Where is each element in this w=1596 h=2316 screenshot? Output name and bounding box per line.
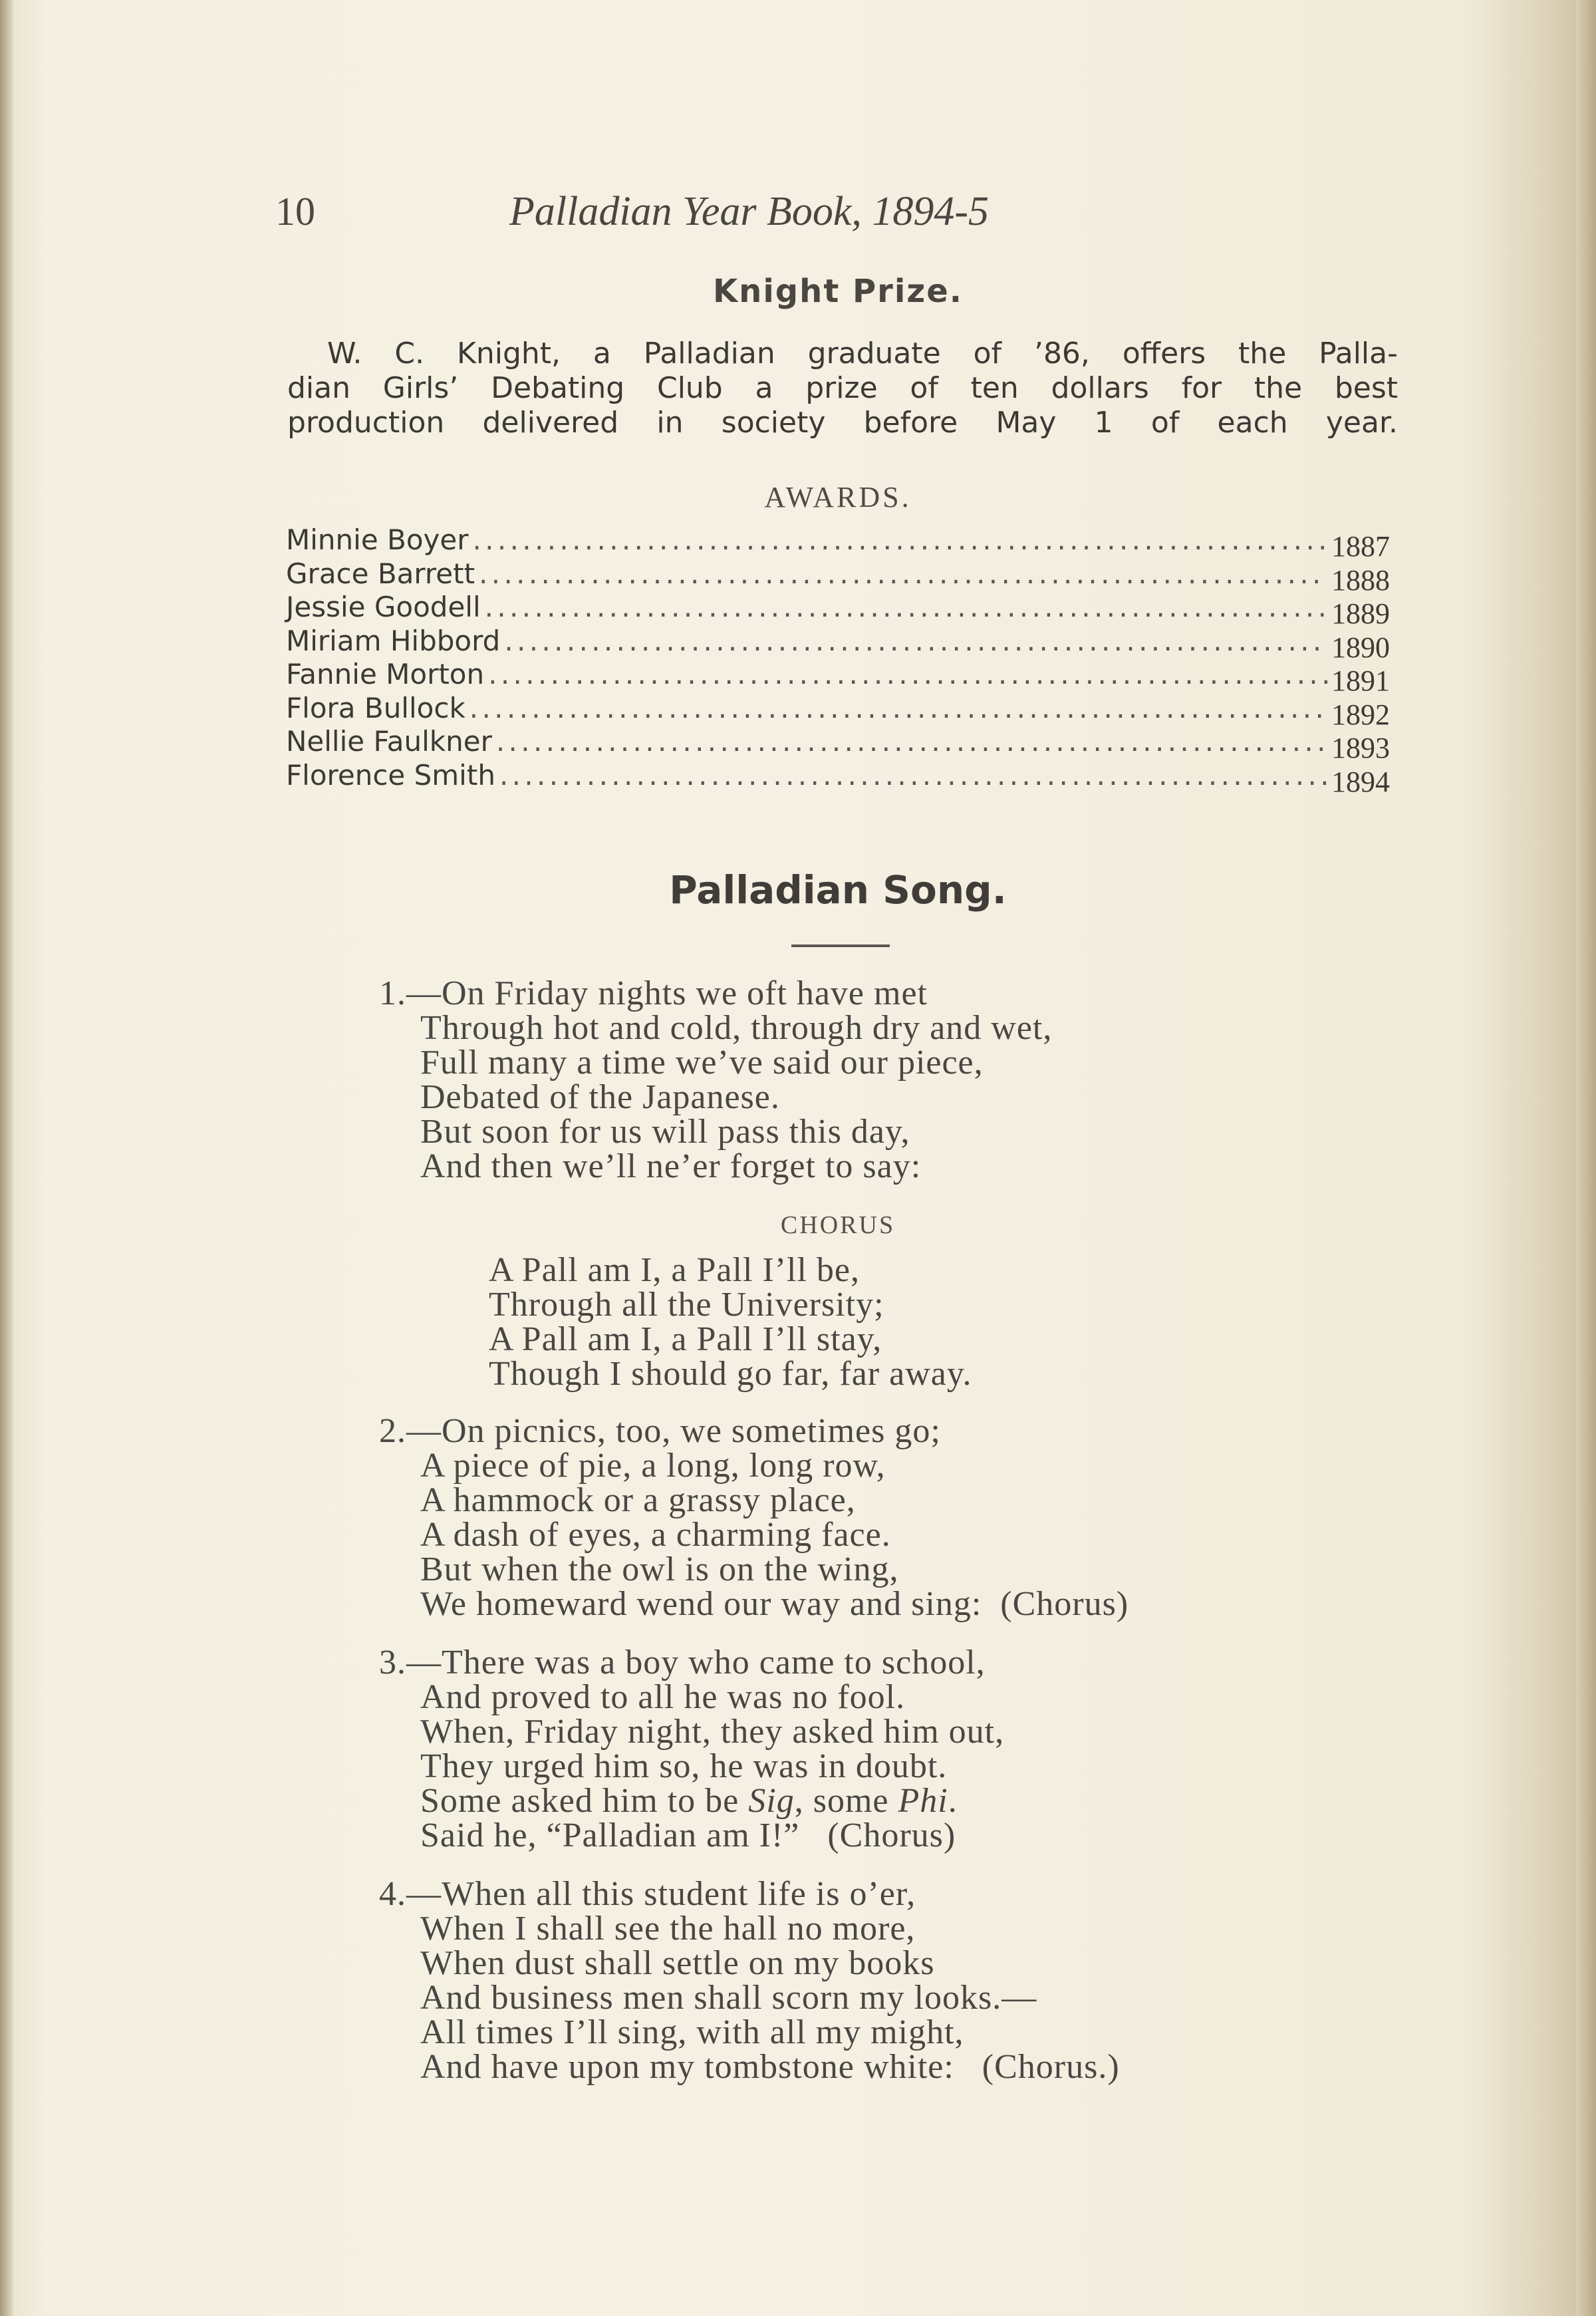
award-name: Fannie Morton bbox=[286, 658, 485, 690]
chorus-line: Through all the University; bbox=[489, 1286, 884, 1324]
award-row bbox=[286, 523, 1390, 563]
verse-4-line: All times I’ll sing, with all my might, bbox=[420, 2013, 964, 2051]
knight-prize-heading: Knight Prize. bbox=[712, 273, 964, 310]
dot-leader bbox=[504, 625, 1327, 658]
verse-4-line: 4.—When all this student life is o’er, bbox=[379, 1875, 916, 1913]
verse-1-line: Full many a time we’ve said our piece, bbox=[420, 1044, 984, 1082]
verse-4-line: And business men shall scorn my looks.— bbox=[420, 1979, 1037, 2017]
verse-3-line: When, Friday night, they asked him out, bbox=[420, 1713, 1005, 1751]
paragraph-line: W. C. Knight, a Palladian graduate of ’86, offers the Palla- bbox=[327, 337, 1398, 370]
award-name: Florence Smith bbox=[286, 758, 495, 792]
phi-italic: Phi bbox=[898, 1782, 948, 1820]
award-row bbox=[286, 725, 1390, 764]
award-year: 1888 bbox=[1331, 563, 1390, 597]
award-name: Nellie Faulkner bbox=[286, 725, 492, 758]
dot-leader bbox=[479, 557, 1327, 591]
sig-italic: Sig bbox=[748, 1782, 795, 1820]
verse-3-text: , some bbox=[794, 1782, 898, 1820]
award-row bbox=[286, 691, 1390, 731]
verse-2-line: A piece of pie, a long, long row, bbox=[420, 1447, 886, 1485]
dot-leader bbox=[485, 591, 1327, 624]
chorus-reference: (Chorus.) bbox=[982, 2048, 1120, 2086]
song-title: Palladian Song. bbox=[669, 867, 1007, 913]
verse-1-line: But soon for us will pass this day, bbox=[420, 1113, 910, 1151]
verse-2-text: We homeward wend our way and sing: bbox=[420, 1585, 982, 1623]
page-gutter-edge bbox=[0, 0, 13, 2316]
award-name: Jessie Goodell bbox=[286, 591, 481, 623]
dot-leader bbox=[488, 658, 1327, 691]
dot-leader bbox=[469, 692, 1327, 725]
award-year: 1892 bbox=[1331, 698, 1390, 731]
awards-heading: AWARDS. bbox=[764, 481, 912, 513]
award-year: 1887 bbox=[1331, 530, 1390, 563]
verse-3-line bbox=[420, 1784, 958, 1818]
chorus-line: A Pall am I, a Pall I’ll stay, bbox=[489, 1320, 882, 1358]
chorus-line: A Pall am I, a Pall I’ll be, bbox=[489, 1251, 861, 1289]
award-row bbox=[286, 624, 1390, 664]
knight-prize-paragraph bbox=[287, 337, 1398, 440]
dot-leader bbox=[496, 725, 1327, 758]
running-title: Palladian Year Book, 1894-5 bbox=[509, 189, 990, 234]
title-rule bbox=[791, 944, 890, 947]
verse-4-line: When dust shall settle on my books bbox=[420, 1944, 935, 1982]
award-row bbox=[286, 557, 1390, 597]
verse-1-line: Debated of the Japanese. bbox=[420, 1078, 780, 1116]
award-year: 1889 bbox=[1331, 597, 1390, 630]
verse-1-line: Through hot and cold, through dry and wet, bbox=[420, 1009, 1053, 1047]
verse-1-line: 1.—On Friday nights we oft have met bbox=[379, 974, 928, 1012]
verse-3-line: 3.—There was a boy who came to school, bbox=[379, 1644, 986, 1681]
verse-4-line: When I shall see the hall no more, bbox=[420, 1910, 916, 1948]
verse-4-line bbox=[420, 2050, 1120, 2085]
award-row bbox=[286, 658, 1390, 697]
chorus-reference: (Chorus) bbox=[1000, 1585, 1129, 1623]
page-number: 10 bbox=[275, 190, 315, 233]
verse-2-line bbox=[420, 1587, 1129, 1622]
award-row bbox=[286, 591, 1390, 630]
verse-2-line: 2.—On picnics, too, we sometimes go; bbox=[379, 1412, 941, 1450]
verse-2-line: But when the owl is on the wing, bbox=[420, 1550, 899, 1588]
paragraph-line: dian Girls’ Debating Club a prize of ten dollars for the best bbox=[287, 371, 1398, 405]
award-year: 1891 bbox=[1331, 664, 1390, 697]
verse-1-line: And then we’ll ne’er forget to say: bbox=[420, 1147, 922, 1185]
award-name: Miriam Hibbord bbox=[286, 624, 501, 657]
verse-3-text: Some asked him to be bbox=[420, 1782, 749, 1820]
verse-3-line: They urged him so, he was in doubt. bbox=[420, 1747, 948, 1785]
verse-3-text: . bbox=[948, 1782, 958, 1820]
chorus-line: Though I should go far, far away. bbox=[489, 1355, 972, 1393]
award-name: Flora Bullock bbox=[286, 691, 466, 724]
chorus-heading: CHORUS bbox=[780, 1211, 896, 1239]
verse-3-text: Said he, “Palladian am I!” bbox=[420, 1816, 800, 1854]
awards-list bbox=[286, 523, 1390, 798]
award-name: Minnie Boyer bbox=[286, 523, 469, 556]
award-year: 1893 bbox=[1331, 732, 1390, 764]
chorus-reference: (Chorus) bbox=[827, 1816, 956, 1854]
paragraph-line: production delivered in society before May 1 of each year. bbox=[287, 406, 1398, 440]
award-row bbox=[286, 758, 1390, 798]
verse-3-line bbox=[420, 1818, 956, 1853]
verse-2-line: A dash of eyes, a charming face. bbox=[420, 1516, 891, 1554]
page-outer-edge bbox=[1576, 0, 1596, 2316]
verse-4-text: And have upon my tombstone white: bbox=[420, 2048, 954, 2086]
verse-2-line: A hammock or a grassy place, bbox=[420, 1481, 856, 1519]
dot-leader bbox=[499, 759, 1327, 792]
verse-3-line: And proved to all he was no fool. bbox=[420, 1678, 906, 1716]
dot-leader bbox=[472, 523, 1327, 557]
award-year: 1890 bbox=[1331, 631, 1390, 664]
award-name: Grace Barrett bbox=[286, 557, 475, 590]
award-year: 1894 bbox=[1331, 765, 1390, 798]
